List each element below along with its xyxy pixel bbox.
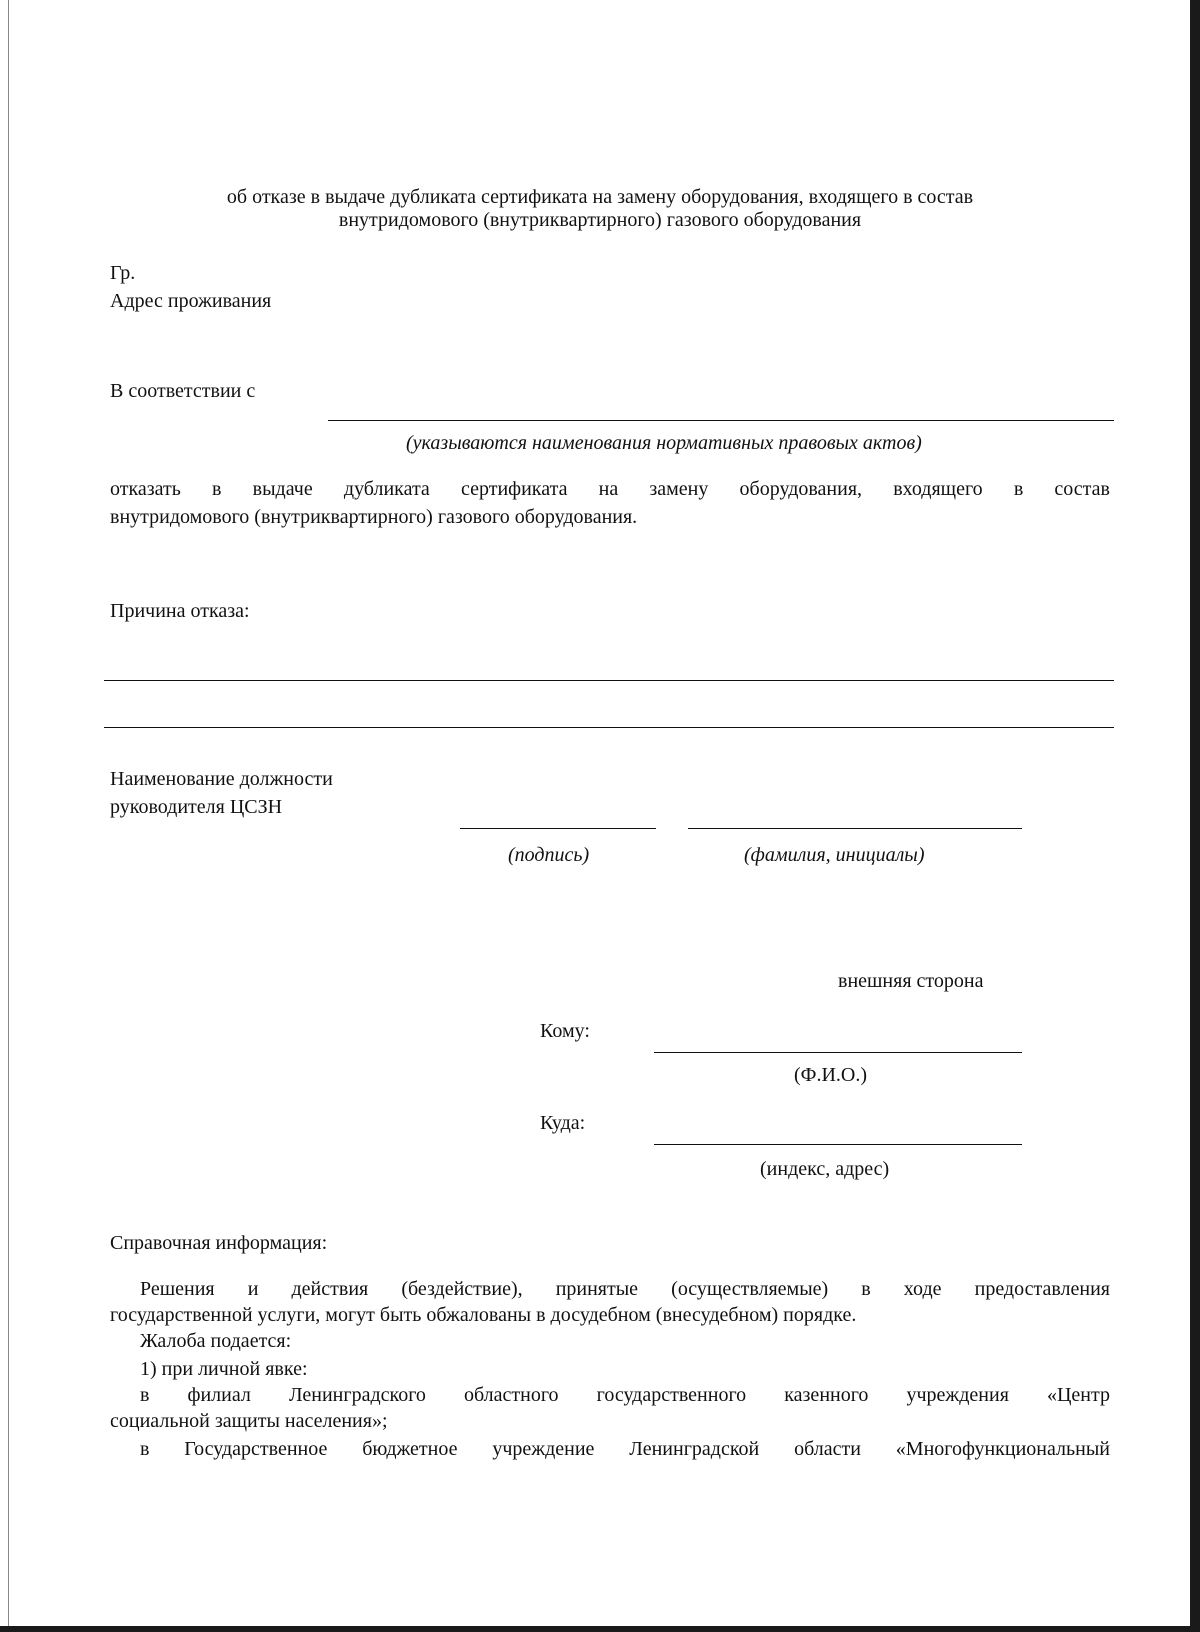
to-hint: (Ф.И.О.): [794, 1064, 868, 1086]
title-line-1: об отказе в выдаче дубликата сертификата на замену оборудования, входящего в состав: [226, 186, 974, 208]
reference-heading: Справочная информация:: [110, 1232, 328, 1254]
signatory-position-line-1: Наименование должности: [110, 768, 333, 790]
reference-p5: в Государственное бюджетное учреждение Ленинградской области «Многофункциональный: [140, 1438, 1110, 1460]
basis-hint: (указываются наименования нормативных правовых актов): [406, 432, 922, 454]
document-title: [110, 186, 1090, 232]
where-blank-line: [654, 1144, 1022, 1145]
reason-blank-line-2: [104, 727, 1114, 728]
reference-p3: 1) при личной явке:: [140, 1358, 308, 1380]
envelope-side-label: внешняя сторона: [838, 970, 984, 992]
reference-p4-line-2: социальной защиты населения»;: [110, 1410, 388, 1432]
address-label: Адрес проживания: [110, 290, 272, 312]
to-label: Кому:: [540, 1020, 590, 1042]
reason-label: Причина отказа:: [110, 600, 250, 622]
reference-p2: Жалоба подается:: [140, 1330, 292, 1352]
reference-p4-line-1: в филиал Ленинградского областного государственного казенного учреждения «Центр: [140, 1384, 1110, 1406]
to-blank-line: [654, 1052, 1022, 1053]
name-hint: (фамилия, инициалы): [744, 844, 925, 866]
basis-blank-line: [328, 420, 1114, 421]
scan-right-edge: [1190, 0, 1200, 1632]
where-hint: (индекс, адрес): [760, 1158, 890, 1180]
citizen-label: Гр.: [110, 262, 136, 284]
signature-hint: (подпись): [508, 844, 590, 866]
signature-blank-line: [460, 828, 656, 829]
where-label: Куда:: [540, 1112, 586, 1134]
scan-bottom-edge: [0, 1626, 1200, 1632]
basis-label: В соответствии с: [110, 380, 256, 402]
name-blank-line: [688, 828, 1022, 829]
reason-blank-line-1: [104, 680, 1114, 681]
scan-left-edge: [8, 0, 9, 1632]
signatory-position-line-2: руководителя ЦСЗН: [110, 796, 283, 818]
reference-p1-line-1: Решения и действия (бездействие), принятые (осуществляемые) в ходе предоставления: [140, 1278, 1110, 1300]
decision-line-2: внутридомового (внутриквартирного) газового оборудования.: [110, 506, 638, 528]
decision-line-1: отказать в выдаче дубликата сертификата на замену оборудования, входящего в состав: [110, 478, 1110, 500]
reference-p1-line-2: государственной услуги, могут быть обжалованы в досудебном (внесудебном) порядке.: [110, 1304, 857, 1326]
title-line-2: внутридомового (внутриквартирного) газового оборудования: [338, 209, 862, 231]
